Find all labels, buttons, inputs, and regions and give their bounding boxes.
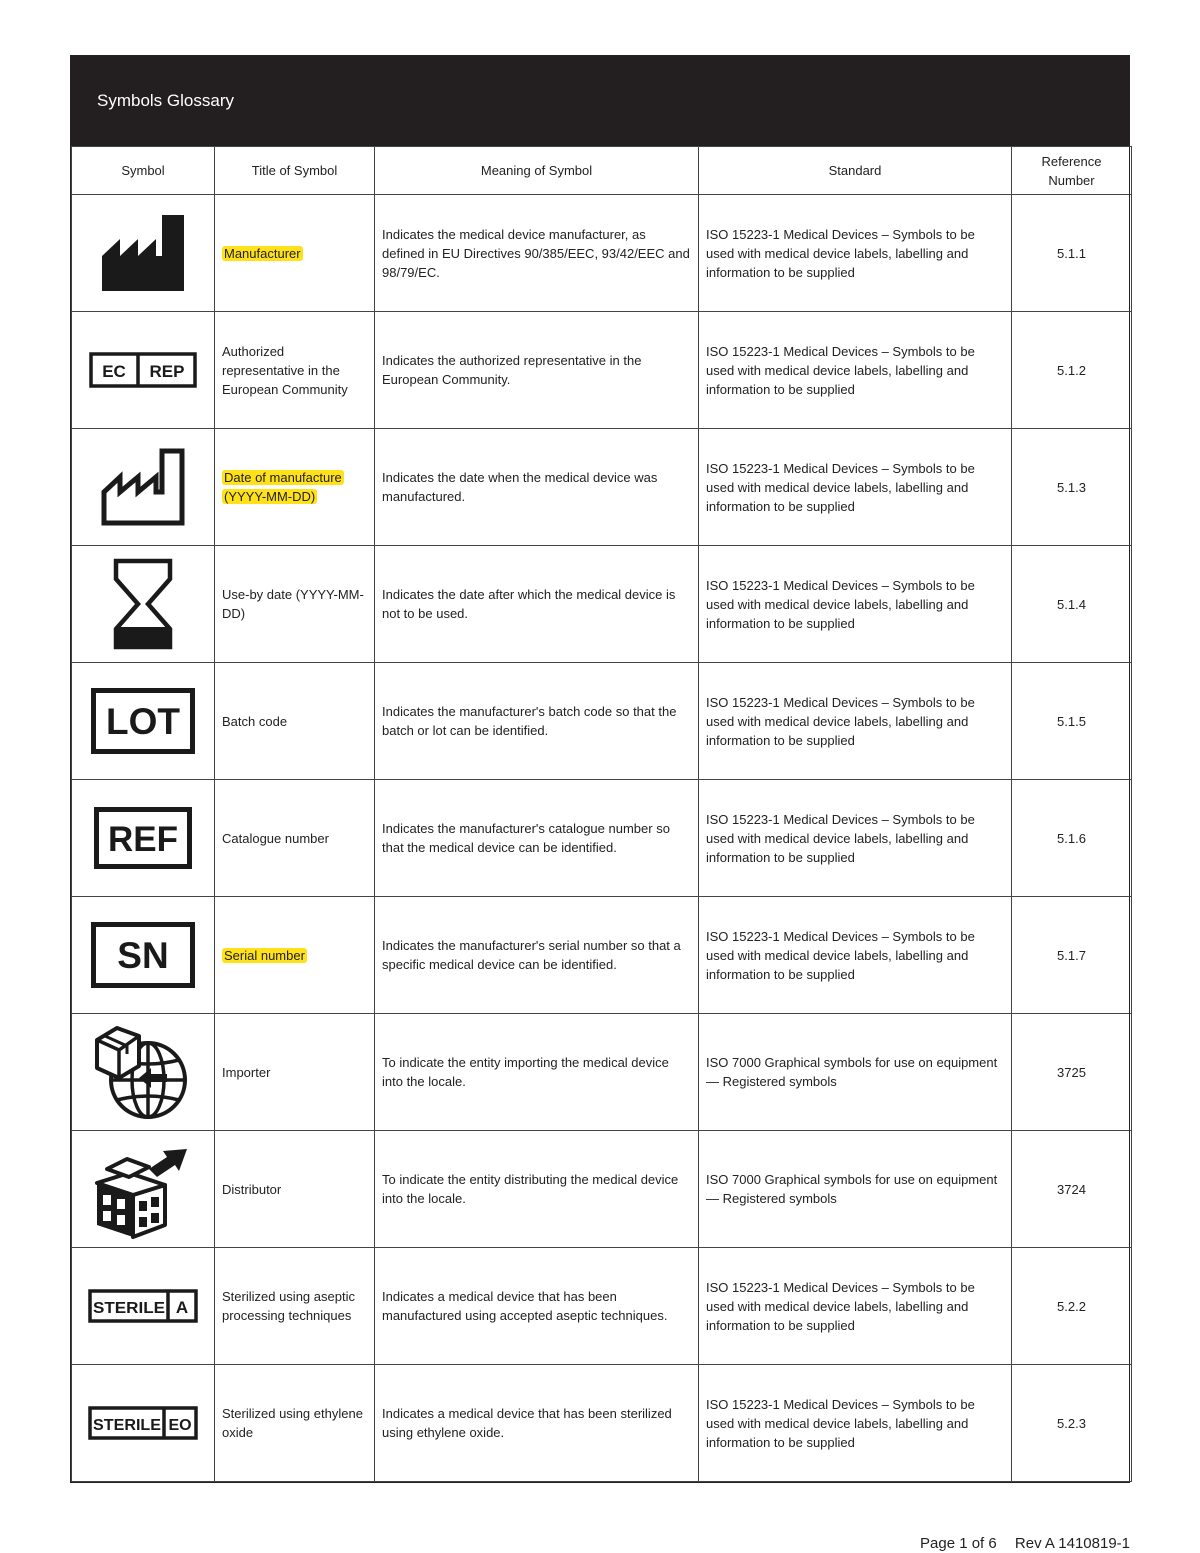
symbol-meaning: Indicates the manufacturer's serial number so that a specific medical device can be identified. [375, 897, 699, 1014]
table-row [72, 1014, 1132, 1131]
symbol-cell [72, 1131, 215, 1248]
reference-number: 5.1.3 [1012, 429, 1132, 546]
symbol-standard: ISO 7000 Graphical symbols for use on equipment — Registered symbols [699, 1014, 1012, 1131]
symbol-cell [72, 1014, 215, 1131]
symbol-title: Authorized representative in the European Community [215, 312, 375, 429]
revision-code: Rev A 1410819-1 [1014, 1535, 1130, 1552]
aseptic-icon-text: A [175, 1298, 189, 1317]
header-row [72, 147, 1132, 195]
reference-number: 5.2.2 [1012, 1248, 1132, 1365]
symbol-standard: ISO 15223-1 Medical Devices – Symbols to be used with medical device labels, labelling and information to be supplied [699, 312, 1012, 429]
symbol-meaning: Indicates the medical device manufacturer, as defined in EU Directives 90/385/EEC, 93/42/EEC and 98/79/EC. [375, 195, 699, 312]
ref-icon-text: REF [108, 820, 178, 859]
table-row [72, 1131, 1132, 1248]
sterile-a-icon [88, 1289, 198, 1323]
symbol-cell [72, 546, 215, 663]
symbol-cell [72, 663, 215, 780]
date-of-manufacture-icon [100, 447, 186, 527]
symbol-title: Batch code [215, 663, 375, 780]
eo-icon-text: EO [168, 1417, 192, 1434]
symbol-standard: ISO 15223-1 Medical Devices – Symbols to be used with medical device labels, labelling and information to be supplied [699, 429, 1012, 546]
symbol-cell [72, 1248, 215, 1365]
symbol-standard: ISO 15223-1 Medical Devices – Symbols to be used with medical device labels, labelling and information to be supplied [699, 546, 1012, 663]
symbol-standard: ISO 15223-1 Medical Devices – Symbols to be used with medical device labels, labelling and information to be supplied [699, 780, 1012, 897]
symbol-meaning: Indicates the manufacturer's batch code so that the batch or lot can be identified. [375, 663, 699, 780]
symbol-cell [72, 897, 215, 1014]
glossary-title: Symbols Glossary [71, 56, 1129, 146]
symbol-standard: ISO 7000 Graphical symbols for use on equipment — Registered symbols [699, 1131, 1012, 1248]
col-header-symbol: Symbol [72, 147, 215, 195]
reference-number: 5.1.7 [1012, 897, 1132, 1014]
sn-icon-text: SN [117, 935, 169, 976]
reference-number: 5.1.5 [1012, 663, 1132, 780]
symbol-meaning: To indicate the entity importing the medical device into the locale. [375, 1014, 699, 1131]
table-row [72, 546, 1132, 663]
symbol-title: Sterilized using aseptic processing techniques [215, 1248, 375, 1365]
symbol-standard: ISO 15223-1 Medical Devices – Symbols to be used with medical device labels, labelling and information to be supplied [699, 195, 1012, 312]
symbol-meaning: Indicates a medical device that has been sterilized using ethylene oxide. [375, 1365, 699, 1482]
symbol-cell [72, 780, 215, 897]
symbol-title: Sterilized using ethylene oxide [215, 1365, 375, 1482]
symbol-meaning: Indicates the manufacturer's catalogue number so that the medical device can be identified. [375, 780, 699, 897]
table-row [72, 1365, 1132, 1482]
manufacturer-icon [100, 213, 186, 293]
symbol-cell [72, 1365, 215, 1482]
glossary-grid [71, 146, 1132, 1482]
symbol-title: Importer [215, 1014, 375, 1131]
ref-icon [94, 807, 192, 869]
sterile-eo-icon [88, 1406, 198, 1440]
table-row [72, 195, 1132, 312]
col-header-reference: Reference Number [1012, 147, 1132, 195]
symbol-standard: ISO 15223-1 Medical Devices – Symbols to be used with medical device labels, labelling and information to be supplied [699, 663, 1012, 780]
symbol-title: Serial number [215, 897, 375, 1014]
table-row [72, 780, 1132, 897]
sn-icon [91, 922, 195, 988]
sterile-icon-text: STERILE [93, 1417, 162, 1434]
symbol-title: Manufacturer [215, 195, 375, 312]
symbol-standard: ISO 15223-1 Medical Devices – Symbols to be used with medical device labels, labelling and information to be supplied [699, 897, 1012, 1014]
reference-number: 3724 [1012, 1131, 1132, 1248]
symbol-standard: ISO 15223-1 Medical Devices – Symbols to be used with medical device labels, labelling and information to be supplied [699, 1365, 1012, 1482]
reference-number: 5.1.2 [1012, 312, 1132, 429]
page-number: Page 1 of 6 [920, 1535, 997, 1552]
reference-number: 5.2.3 [1012, 1365, 1132, 1482]
symbol-meaning: Indicates the authorized representative in the European Community. [375, 312, 699, 429]
symbol-cell [72, 312, 215, 429]
reference-number: 5.1.1 [1012, 195, 1132, 312]
table-row [72, 429, 1132, 546]
page-footer [920, 1535, 1130, 1552]
symbol-title: Catalogue number [215, 780, 375, 897]
lot-icon-text: LOT [106, 701, 180, 742]
symbol-title: Use-by date (YYYY-MM-DD) [215, 546, 375, 663]
symbol-cell [72, 429, 215, 546]
col-header-title: Title of Symbol [215, 147, 375, 195]
sterile-icon-text: STERILE [93, 1300, 166, 1317]
table-row [72, 663, 1132, 780]
symbol-meaning: Indicates the date when the medical device was manufactured. [375, 429, 699, 546]
lot-icon [91, 688, 195, 754]
symbol-meaning: To indicate the entity distributing the medical device into the locale. [375, 1131, 699, 1248]
importer-icon [93, 1022, 193, 1122]
symbols-glossary-table [70, 55, 1130, 1483]
ec-icon-text: EC [102, 362, 126, 381]
ec-rep-icon [89, 352, 197, 388]
hourglass-icon [112, 557, 174, 651]
rep-icon-text: REP [149, 362, 185, 381]
distributor-icon [93, 1139, 193, 1239]
symbol-meaning: Indicates a medical device that has been manufactured using accepted aseptic techniques. [375, 1248, 699, 1365]
table-row [72, 312, 1132, 429]
col-header-standard: Standard [699, 147, 1012, 195]
reference-number: 3725 [1012, 1014, 1132, 1131]
reference-number: 5.1.6 [1012, 780, 1132, 897]
col-header-meaning: Meaning of Symbol [375, 147, 699, 195]
symbol-title: Date of manufacture (YYYY-MM-DD) [215, 429, 375, 546]
symbol-cell [72, 195, 215, 312]
symbol-standard: ISO 15223-1 Medical Devices – Symbols to be used with medical device labels, labelling and information to be supplied [699, 1248, 1012, 1365]
table-row [72, 897, 1132, 1014]
table-row [72, 1248, 1132, 1365]
symbol-title: Distributor [215, 1131, 375, 1248]
symbol-meaning: Indicates the date after which the medical device is not to be used. [375, 546, 699, 663]
reference-number: 5.1.4 [1012, 546, 1132, 663]
